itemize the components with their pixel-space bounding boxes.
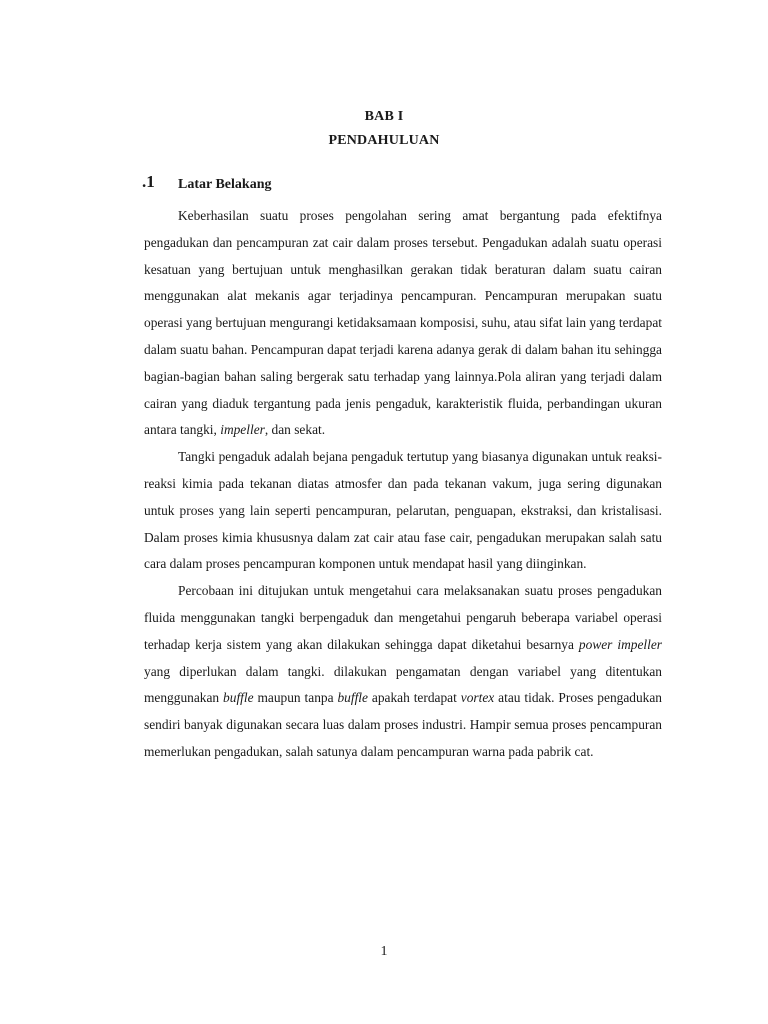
chapter-title: PENDAHULUAN (328, 133, 440, 148)
paragraph-3-italic-vortex: vortex (460, 690, 495, 706)
paragraph-1-italic-impeller: impeller (220, 422, 265, 438)
paragraph-3-text-5: atau tidak. Proses pengadukan sendiri banyak digunakan secara luas dalam proses industri. Hampir semua proses pencampuran memerlukan pengadukan, salah satunya dalam pencampuran warna pada pabrik cat. (144, 690, 663, 759)
page-number: 1 (380, 944, 388, 959)
paragraph-3-italic-power-impeller: power impeller (578, 636, 662, 652)
chapter-number: BAB I (364, 109, 404, 124)
paragraph-1-text: Keberhasilan suatu proses pengolahan sering amat bergantung pada efektifnya pengadukan dan pencampuran zat cair dalam proses tersebut. Pengadukan adalah suatu operasi kesatuan yang bertujuan untuk menghasilkan gerakan tidak beraturan dalam suatu cairan menggunakan alat mekanis agar terjadinya pencampuran. Pencampuran merupakan suatu operasi yang bertujuan mengurangi ketidaksamaan komposisi, suhu, atau sifat lain yang terdapat dalam suatu bahan. Pencampuran dapat terjadi karena adanya gerak di dalam bahan itu sehingga bagian-bagian bahan saling bergerak satu terhadap yang lainnya.Pola aliran yang terjadi dalam cairan yang diaduk tergantung pada jenis pengaduk, karakteristik fluida, perbandingan ukuran antara tangki, (144, 208, 662, 438)
paragraph-3-text-4: apakah terdapat (367, 690, 461, 706)
section-number: .1 (142, 172, 155, 191)
paragraph-2 (144, 444, 662, 578)
paragraph-3-italic-buffle-2: buffle (337, 690, 368, 706)
paragraph-3-text: Percobaan ini ditujukan untuk mengetahui cara melaksanakan suatu proses pengadukan fluida menggunakan tangki berpengaduk dan mengetahui pengaruh beberapa variabel operasi terhadap kerja sistem yang akan dilakukan sehingga dapat diketahui besarnya (144, 583, 662, 652)
paragraph-1 (144, 203, 662, 444)
paragraph-3-text-2: yang diperlukan dalam tangki. dilakukan pengamatan dengan variabel yang ditentukan menggunakan (144, 663, 662, 706)
body-text (144, 203, 662, 766)
paragraph-3-italic-buffle-1: buffle (223, 690, 254, 706)
section-title: Latar Belakang (178, 177, 272, 192)
paragraph-3 (144, 578, 662, 766)
paragraph-1-text-end: , dan sekat. (264, 422, 326, 438)
paragraph-2-text: Tangki pengaduk adalah bejana pengaduk tertutup yang biasanya digunakan untuk reaksi-reaksi kimia pada tekanan diatas atmosfer dan pada tekanan vakum, juga sering digunakan untuk proses yang lain seperti pencampuran, pelarutan, penguapan, ekstraksi, dan kristalisasi. Dalam proses kimia khususnya dalam zat cair atau fase cair, pengadukan merupakan salah satu cara dalam proses pencampuran komponen untuk mendapat hasil yang diinginkan. (144, 449, 662, 572)
paragraph-3-text-3: maupun tanpa (253, 690, 338, 706)
